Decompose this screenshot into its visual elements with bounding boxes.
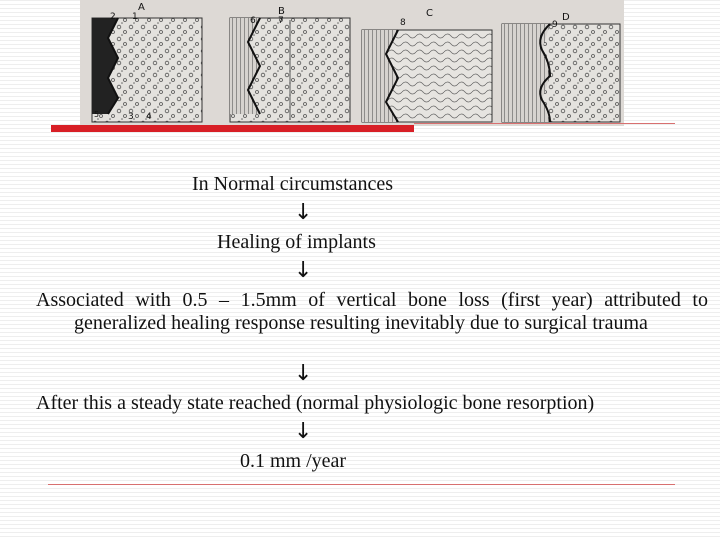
figure-marker-6: 6 <box>250 16 256 26</box>
figure-marker-3: 3 <box>128 112 134 122</box>
step-vertical-bone-loss: Associated with 0.5 – 1.5mm of vertical bone loss (first year) attributed to generalized healing response resulting inevitably due to surgical trauma <box>36 289 708 334</box>
figure-marker-7: 7 <box>278 16 284 26</box>
figure-marker-4: 4 <box>146 112 152 122</box>
figure-label-b: B <box>278 6 285 17</box>
bottom-divider-line <box>48 484 675 485</box>
down-arrow-icon: ↓ <box>294 258 313 283</box>
figure-marker-8: 8 <box>400 18 406 28</box>
top-divider-line <box>414 123 675 124</box>
step-healing-of-implants: Healing of implants <box>217 231 376 253</box>
figure-marker-2: 2 <box>110 12 116 22</box>
step-annual-resorption: 0.1 mm /year <box>240 450 347 472</box>
figure-label-c: C <box>426 8 433 19</box>
down-arrow-icon: ↓ <box>294 419 313 444</box>
figure-marker-1: 1 <box>132 12 138 22</box>
figure-marker-5: 5 <box>94 110 100 119</box>
figure-label-a: A <box>138 2 145 13</box>
step-steady-state: After this a steady state reached (normal physiologic bone resorption) <box>36 392 595 414</box>
step-normal-circumstances: In Normal circumstances <box>192 173 394 195</box>
figure-marker-9: 9 <box>552 20 558 30</box>
implant-bone-figure <box>80 0 624 126</box>
accent-red-bar <box>51 125 414 132</box>
down-arrow-icon: ↓ <box>294 361 313 386</box>
implant-bone-illustration <box>80 0 624 126</box>
down-arrow-icon: ↓ <box>294 200 313 225</box>
figure-label-d: D <box>562 12 570 23</box>
